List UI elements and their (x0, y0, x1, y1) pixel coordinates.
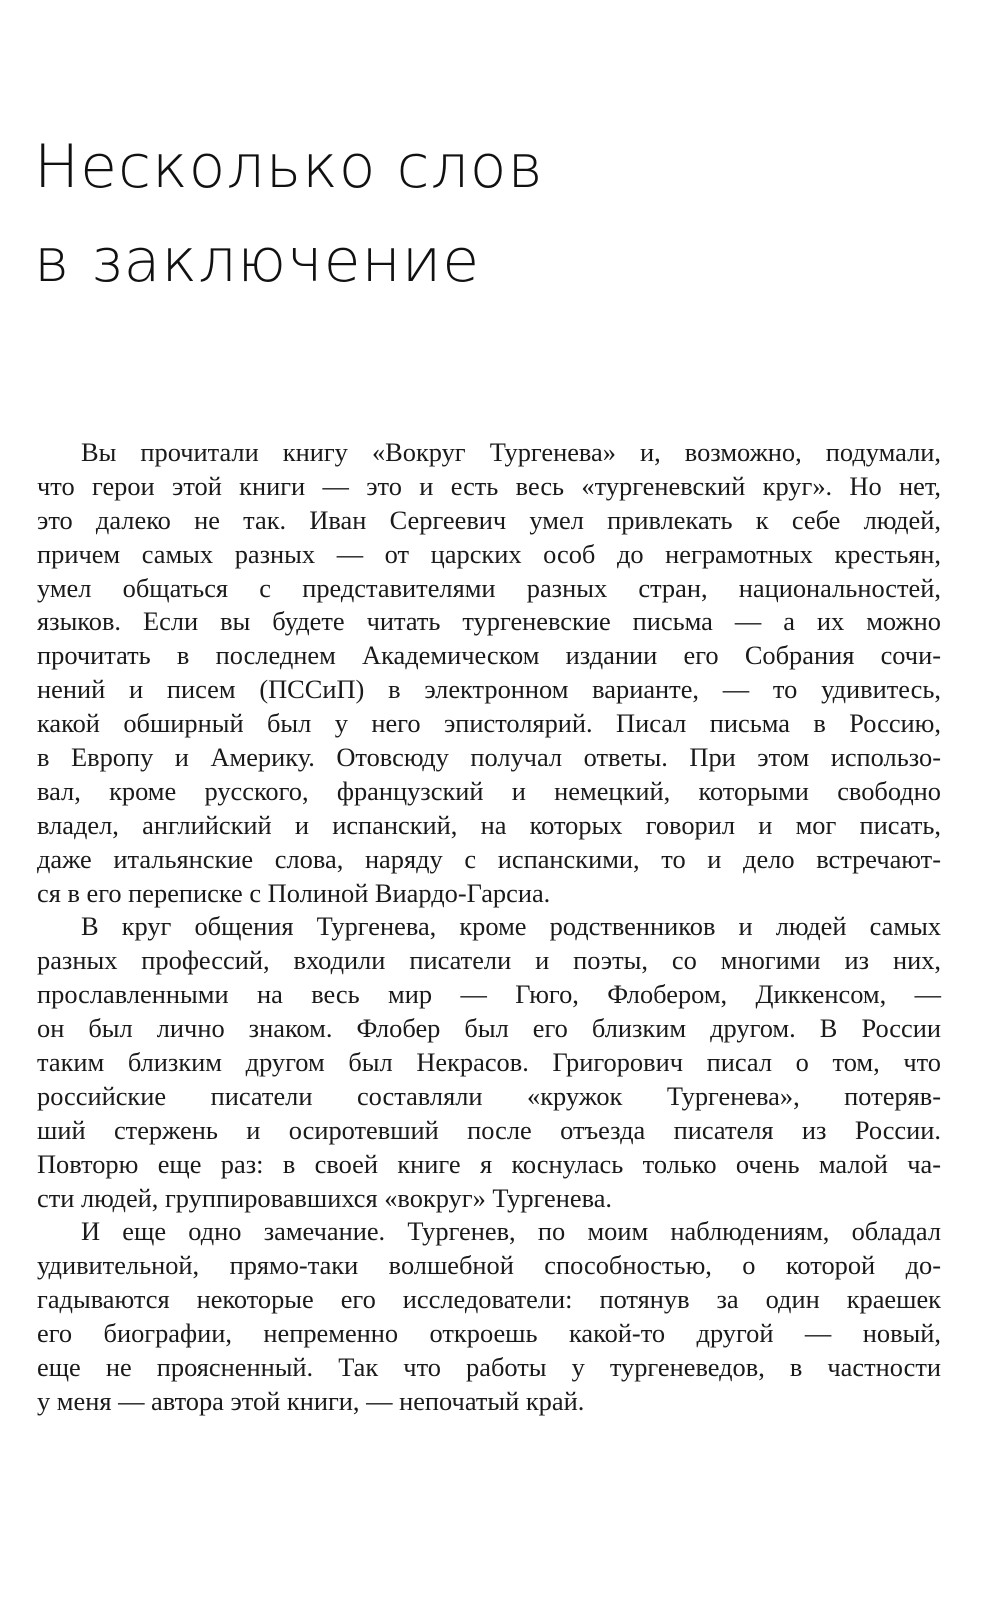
text-line: даже итальянские слова, наряду с испанскими, то и дело встречают- (37, 843, 941, 874)
text-line: что герои этой книги — это и есть весь «тургеневский круг». Но нет, (37, 470, 941, 501)
text-line: ший стержень и осиротевший после отъезда писателя из России. (37, 1114, 941, 1145)
text-line: ся в его переписке с Полиной Виардо-Гарсиа. (37, 877, 551, 908)
text-line: какой обширный был у него эпистолярий. Писал письма в Россию, (37, 708, 941, 739)
text-line: в Европу и Америку. Отовсюду получал ответы. При этом использо- (37, 742, 941, 773)
text-line: сти людей, группировавшихся «вокруг» Тургенева. (37, 1182, 613, 1213)
text-line: Повторю еще раз: в своей книге я коснулась только очень малой ча- (37, 1148, 941, 1179)
text-line: он был лично знаком. Флобер был его близким другом. В России (37, 1013, 941, 1044)
text-line: нений и писем (ПССиП) в электронном варианте, — то удивитесь, (37, 674, 941, 705)
body-text (37, 436, 941, 1419)
text-line: еще не проясненный. Так что работы у тургеневедов, в частности (37, 1352, 941, 1383)
text-line: это далеко не так. Иван Сергеевич умел привлекать к себе людей, (37, 504, 941, 535)
text-line: разных профессий, входили писатели и поэты, со многими из них, (37, 945, 941, 976)
paragraph (37, 910, 941, 1215)
text-line: владел, английский и испанский, на которых говорил и мог писать, (37, 809, 941, 840)
text-line: удивительной, прямо-таки волшебной способностью, о которой до- (37, 1250, 941, 1281)
paragraph (37, 1215, 941, 1418)
text-line: гадываются некоторые его исследователи: потянув за один краешек (37, 1284, 941, 1315)
chapter-title-line: в заключение (34, 226, 481, 296)
text-line: российские писатели составляли «кружок Тургенева», потеряв- (37, 1080, 941, 1111)
chapter-title (34, 120, 934, 308)
text-line: причем самых разных — от царских особ до неграмотных крестьян, (37, 538, 941, 569)
text-line: языков. Если вы будете читать тургеневские письма — а их можно (37, 606, 941, 637)
text-line: прочитать в последнем Академическом издании его Собрания сочи- (37, 640, 941, 671)
text-line: таким близким другом был Некрасов. Григорович писал о том, что (37, 1047, 941, 1078)
text-line: его биографии, непременно откроешь какой-то другой — новый, (37, 1318, 941, 1349)
text-line: И еще одно замечание. Тургенев, по моим наблюдениям, обладал (81, 1216, 941, 1247)
text-line: у меня — автора этой книги, — непочатый край. (37, 1385, 585, 1416)
text-line: вал, кроме русского, французский и немецкий, которыми свободно (37, 775, 941, 806)
text-line: В круг общения Тургенева, кроме родственников и людей самых (81, 911, 941, 942)
paragraph (37, 436, 941, 910)
text-line: прославленными на весь мир — Гюго, Флобером, Диккенсом, — (37, 979, 941, 1010)
text-line: умел общаться с представителями разных стран, национальностей, (37, 572, 941, 603)
text-line: Вы прочитали книгу «Вокруг Тургенева» и, возможно, подумали, (81, 437, 941, 467)
chapter-title-line: Несколько слов (34, 132, 544, 202)
